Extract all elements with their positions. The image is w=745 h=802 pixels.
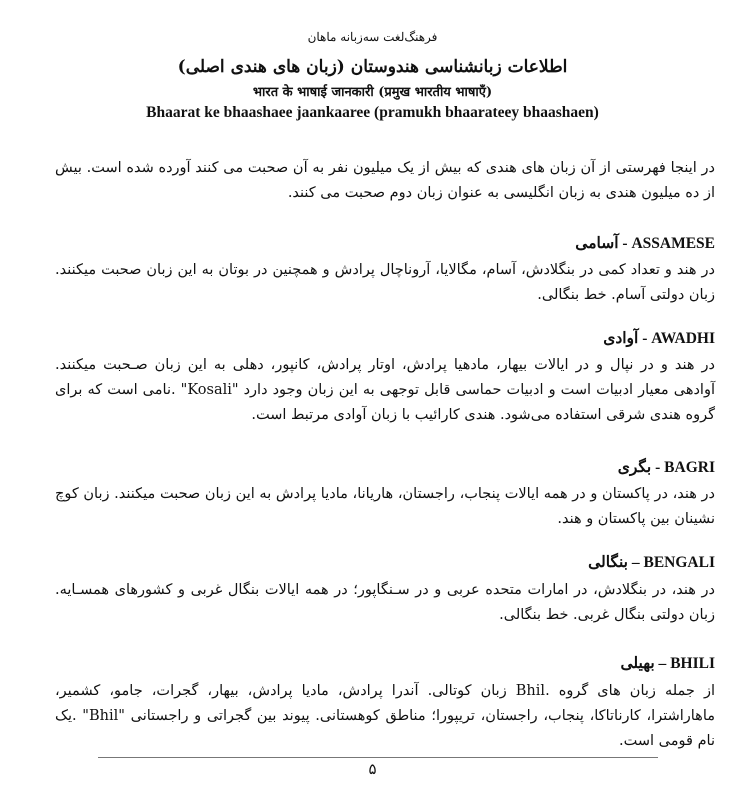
section-heading-bhili: BHILI – بهیلی <box>620 655 715 672</box>
section-body-awadhi: در هند و در نپال و در ایالات بیهار، مادهیا پرادش، اوتار پرادش، کانپور، دهلی به این زبان صـحبت میکنند. آوادهی معیار ادبیات است و ادبیات حماسی قابل توجهی به این زبان وجود دارد "Kosali" .نامی است که برای گروه هندی شرقی استفاده می‌شود. هندی کارائیب با زبان آوادی مرتبط است. <box>55 357 715 423</box>
section-heading-assamese: ASSAMESE - آسامی <box>575 235 715 252</box>
section-heading-bengali: BENGALI – بنگالی <box>588 554 715 571</box>
section-body-bagri: در هند، در پاکستان و در همه ایالات پنجاب، راجستان، هاریانا، مادیا پرادش به این زبان صحبت میکنند. زبان کوچ نشینان بین پاکستان و هند. <box>55 486 715 527</box>
footer-divider <box>98 757 658 758</box>
section-heading-bagri: BAGRI - بگری <box>617 459 715 476</box>
section-heading-awadhi: AWADHI - آوادی <box>603 330 715 347</box>
intro-paragraph: در اینجا فهرستی از آن زبان های هندی که بیش از یک میلیون نفر به آن صحبت می کنند آورده شده است. بیش از ده میلیون هندی به زبان انگلیسی به عنوان زبان دوم صحبت می کنند. <box>55 160 715 201</box>
page-title-hindi: भारत के भाषाई जानकारी (प्रमुख भारतीय भाषाएँ) <box>252 85 493 100</box>
section-body-bengali: در هند، در بنگلادش، در امارات متحده عربی و در سـنگاپور؛ در همه ایالات بنگال غربی و کشورهای همسـایه. زبان دولتی بنگال غربی. خط بنگالی. <box>55 582 715 623</box>
page-title: اطلاعات زبانشناسی هندوستان (زبان های هندی اصلی) <box>177 57 568 77</box>
section-body-bhili: از جمله زبان های گروه .Bhil زبان کوتالی. آندرا پرادش، مادیا پرادش، بیهار، گجرات، جامو، کشمیر، ماهاراشترا، کارناتاکا، پنجاب، راجستان، تریپورا؛ مناطق کوهستانی. پیوند بین گجراتی و راجستانی "Bhil" .یک نام قومی است. <box>55 683 715 749</box>
page-title-transliteration: Bhaarat ke bhaashaee jaankaaree (pramukh bhaarateey bhaashaen) <box>146 104 599 121</box>
page-number: ۵ <box>368 760 377 778</box>
section-body-assamese: در هند و تعداد کمی در بنگلادش، آسام، مگالایا، آروناچال پرادش و همچنین در بوتان به این زبان صحبت میکنند. زبان دولتی آسام. خط بنگالی. <box>55 262 715 303</box>
dictionary-name: فرهنگ‌لغت سه‌زبانه ماهان <box>307 30 438 44</box>
